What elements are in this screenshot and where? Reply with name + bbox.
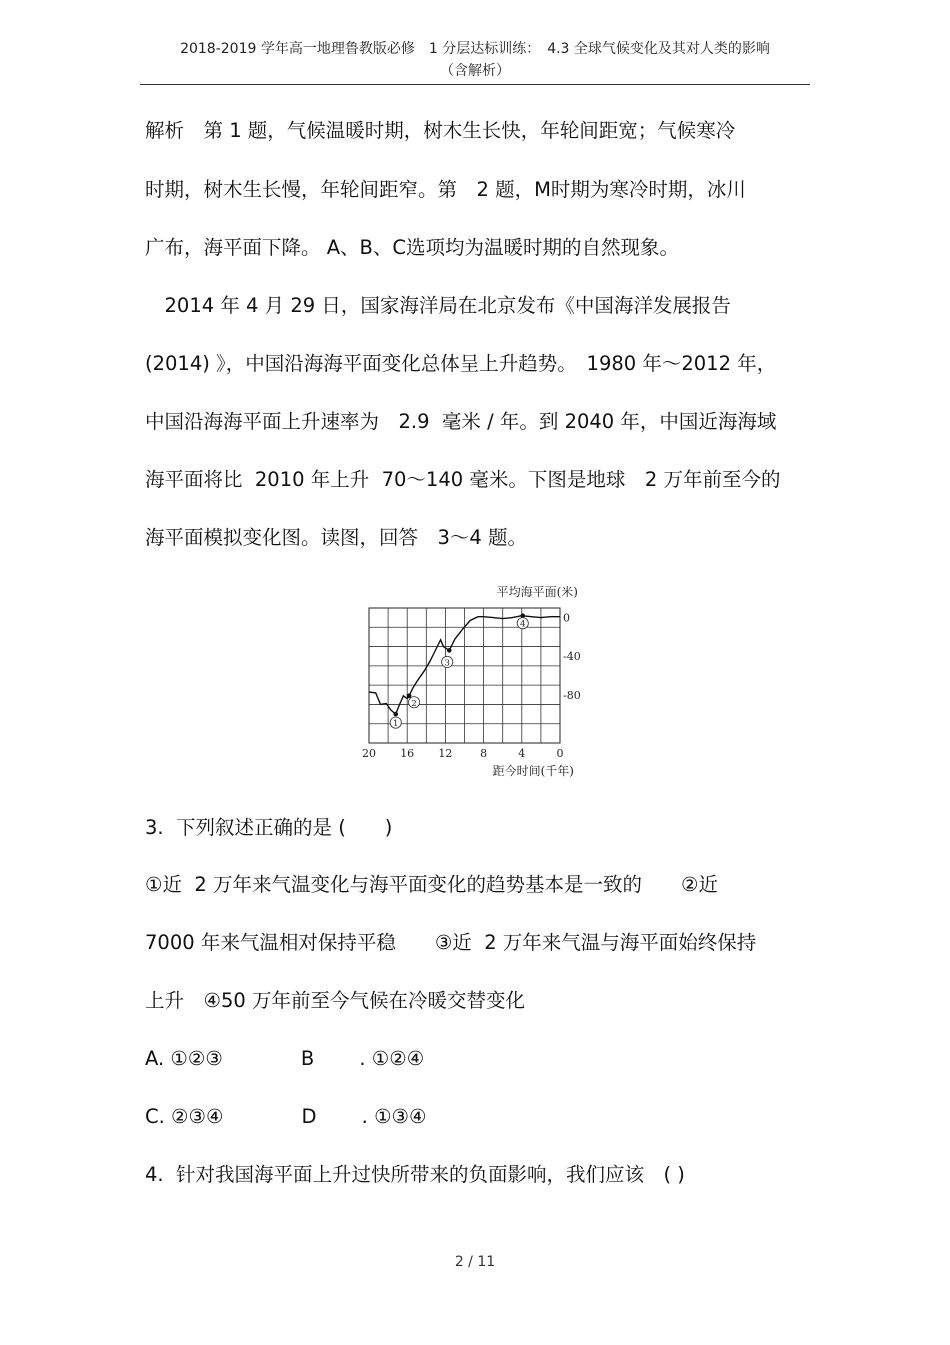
x-tick-label: 12	[438, 747, 453, 760]
question3-option: C. ②③④ D . ①③④	[145, 1105, 427, 1128]
x-tick-label: 16	[400, 747, 415, 760]
chart-title: 平均海平面(米)	[496, 585, 578, 599]
analysis-line: 解析 第 1 题，气候温暖时期，树木生长快，年轮间距宽；气候寒冷	[145, 119, 736, 142]
point-label: 1	[393, 719, 399, 730]
passage-line: 2014 年 4 月 29 日，国家海洋局在北京发布《中国海洋发展报告	[145, 294, 731, 317]
y-tick-label: -40	[563, 650, 581, 664]
passage-line: 中国沿海海平面上升速率为 2.9 毫米 / 年。到 2040 年，中国近海海域	[145, 410, 777, 433]
x-tick-label: 8	[480, 747, 488, 760]
page-number: 2 / 11	[454, 1254, 496, 1270]
passage-line: (2014) 》，中国沿海海平面变化总体呈上升趋势。 1980 年～2012 年，	[145, 352, 777, 375]
point-label: 2	[411, 698, 417, 709]
data-point	[447, 648, 452, 653]
page-header	[140, 38, 810, 82]
question3-statement: 7000 年来气温相对保持平稳 ③近 2 万年来气温与海平面始终保持	[145, 931, 757, 954]
point-label: 3	[444, 658, 450, 669]
header-title: 2018-2019 学年高一地理鲁教版必修 1 分层达标训练： 4.3 全球气候变化及其对人类的影响	[180, 41, 770, 57]
x-axis-label: 距今时间(千年)	[492, 764, 574, 778]
question3-stem: 3. 下列叙述正确的是 ( )	[145, 816, 393, 839]
x-tick-label: 4	[518, 747, 526, 760]
point-label: 4	[520, 619, 526, 630]
y-tick-label: 0	[563, 611, 570, 625]
sea-level-chart	[355, 578, 595, 783]
question3-option: A. ①②③ B . ①②④	[145, 1047, 425, 1070]
analysis-line: 广布，海平面下降。 A、B、C选项均为温暖时期的自然现象。	[145, 236, 680, 259]
x-tick-label: 20	[362, 747, 376, 760]
analysis-line: 时期，树木生长慢，年轮间距窄。第 2 题，M时期为寒冷时期，冰川	[145, 178, 746, 201]
question4-stem: 4. 针对我国海平面上升过快所带来的负面影响，我们应该 ( )	[145, 1163, 685, 1186]
y-tick-label: -80	[563, 688, 581, 702]
question3-statement: ①近 2 万年来气温变化与海平面变化的趋势基本是一致的 ②近	[145, 873, 718, 896]
header-rule	[140, 84, 810, 85]
question3-statement: 上升 ④50 万年前至今气候在冷暖交替变化	[145, 989, 525, 1012]
passage-line: 海平面将比 2010 年上升 70～140 毫米。下图是地球 2 万年前至今的	[145, 468, 781, 491]
passage-line: 海平面模拟变化图。读图，回答 3～4 题。	[145, 526, 528, 549]
data-point	[393, 712, 398, 717]
x-tick-label: 0	[556, 747, 564, 760]
header-subtitle: （含解析）	[440, 63, 510, 79]
